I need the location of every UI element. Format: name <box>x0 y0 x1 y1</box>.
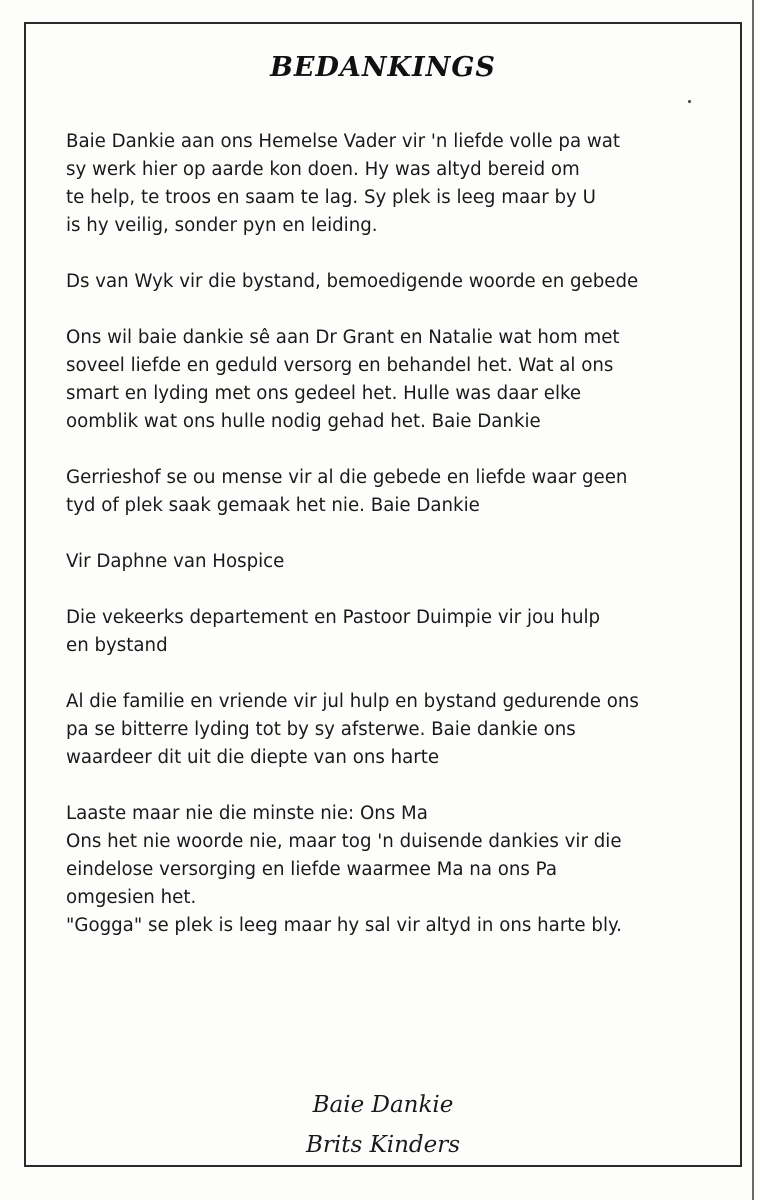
scan-speck <box>688 100 691 103</box>
paragraph-line: te help, te troos en saam te lag. Sy plek is leeg maar by U <box>66 187 596 208</box>
paragraph-line: Gerrieshof se ou mense vir al die gebede en liefde waar geen <box>66 467 628 488</box>
paragraph-line: waardeer dit uit die diepte van ons harte <box>66 747 440 768</box>
thanks-paragraph <box>66 268 726 296</box>
paragraph-line: Die vekeerks departement en Pastoor Duimpie vir jou hulp <box>66 607 601 628</box>
paragraph-line: Ons het nie woorde nie, maar tog 'n duisende dankies vir die <box>66 831 622 852</box>
thanks-paragraph <box>66 604 726 660</box>
paragraph-line: Ons wil baie dankie sê aan Dr Grant en Natalie wat hom met <box>66 327 620 348</box>
page-title: BEDANKINGS <box>270 52 496 83</box>
paragraph-line: Vir Daphne van Hospice <box>66 551 285 572</box>
thanks-paragraph <box>66 128 726 240</box>
signature-line-1: Baie Dankie <box>312 1092 454 1118</box>
paragraph-line: omgesien het. <box>66 887 197 908</box>
paragraph-line: sy werk hier op aarde kon doen. Hy was altyd bereid om <box>66 159 580 180</box>
paragraph-line: Al die familie en vriende vir jul hulp en bystand gedurende ons <box>66 691 639 712</box>
thanks-paragraph <box>66 548 726 576</box>
scan-edge-line <box>752 0 754 1200</box>
paragraph-line: "Gogga" se plek is leeg maar hy sal vir altyd in ons harte bly. <box>66 915 622 936</box>
paragraph-line: pa se bitterre lyding tot by sy afsterwe. Baie dankie ons <box>66 719 576 740</box>
paragraph-line: eindelose versorging en liefde waarmee Ma na ons Pa <box>66 859 557 880</box>
paragraph-line: Laaste maar nie die minste nie: Ons Ma <box>66 803 428 824</box>
paragraph-line: tyd of plek saak gemaak het nie. Baie Dankie <box>66 495 480 516</box>
paragraph-line: en bystand <box>66 635 168 656</box>
paragraph-line: Baie Dankie aan ons Hemelse Vader vir 'n liefde volle pa wat <box>66 131 621 152</box>
thanks-paragraph <box>66 464 726 520</box>
thanks-paragraph <box>66 688 726 772</box>
signature-line-2: Brits Kinders <box>305 1132 461 1158</box>
thanks-paragraph <box>66 324 726 436</box>
paragraph-line: soveel liefde en geduld versorg en behandel het. Wat al ons <box>66 355 614 376</box>
paragraph-line: smart en lyding met ons gedeel het. Hulle was daar elke <box>66 383 582 404</box>
thanks-body <box>66 128 726 968</box>
paragraph-line: is hy veilig, sonder pyn en leiding. <box>66 215 378 236</box>
paragraph-line: oomblik wat ons hulle nodig gehad het. Baie Dankie <box>66 411 541 432</box>
paragraph-line: Ds van Wyk vir die bystand, bemoedigende woorde en gebede <box>66 271 639 292</box>
thanks-paragraph <box>66 800 726 940</box>
